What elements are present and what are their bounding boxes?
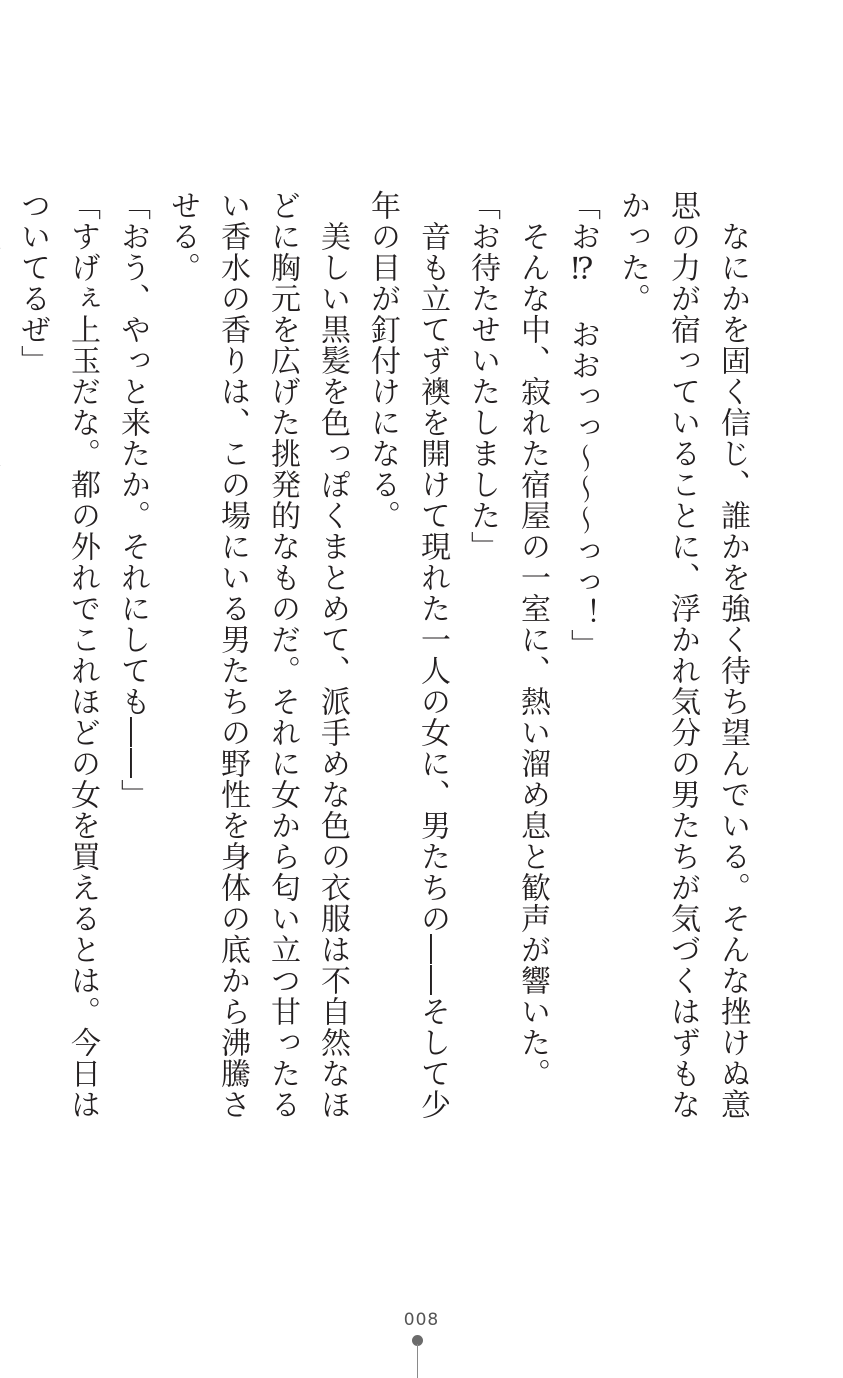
paragraph-6: 美しい黒髪を色っぽくまとめて、派手めな色の衣服は不自然なほどに胸元を広げた挑発的なものだ。それに女から匂い立つ甘ったるい香水の香りは、この場にいる男たちの野性を身体の底から沸騰させる。 xyxy=(165,190,350,1120)
paragraph-2: 「お⁉ おおっっ〜〜〜っっ！」 xyxy=(565,190,600,660)
paragraph-3: そんな中、寂れた宿屋の一室に、熱い溜め息と歓声が響いた。 xyxy=(515,190,550,1089)
paragraph-4: 「お待たせいたしました」 xyxy=(465,190,500,562)
paragraph-7: 「おう、やっと来たか。それにしても――」 xyxy=(115,190,150,810)
paragraph-5: 音も立てず襖を開けて現れた一人の女に、男たちの――そして少年の目が釘付けになる。 xyxy=(365,190,450,1120)
page-number: 008 xyxy=(403,1310,440,1330)
paragraph-9 xyxy=(0,190,7,1130)
page-footer xyxy=(0,1300,843,1378)
novel-text-body xyxy=(15,190,757,1130)
paragraph-1: なにかを固く信じ、誰かを強く待ち望んでいる。そんな挫けぬ意思の力が宿っていることに、浮かれ気分の男たちが気づくはずもなかった。 xyxy=(615,190,750,1120)
page-marker-line xyxy=(417,1344,418,1378)
paragraph-8: 「すげぇ上玉だな。都の外れでこれほどの女を買えるとは。今日はついてるぜ」 xyxy=(15,190,100,1120)
